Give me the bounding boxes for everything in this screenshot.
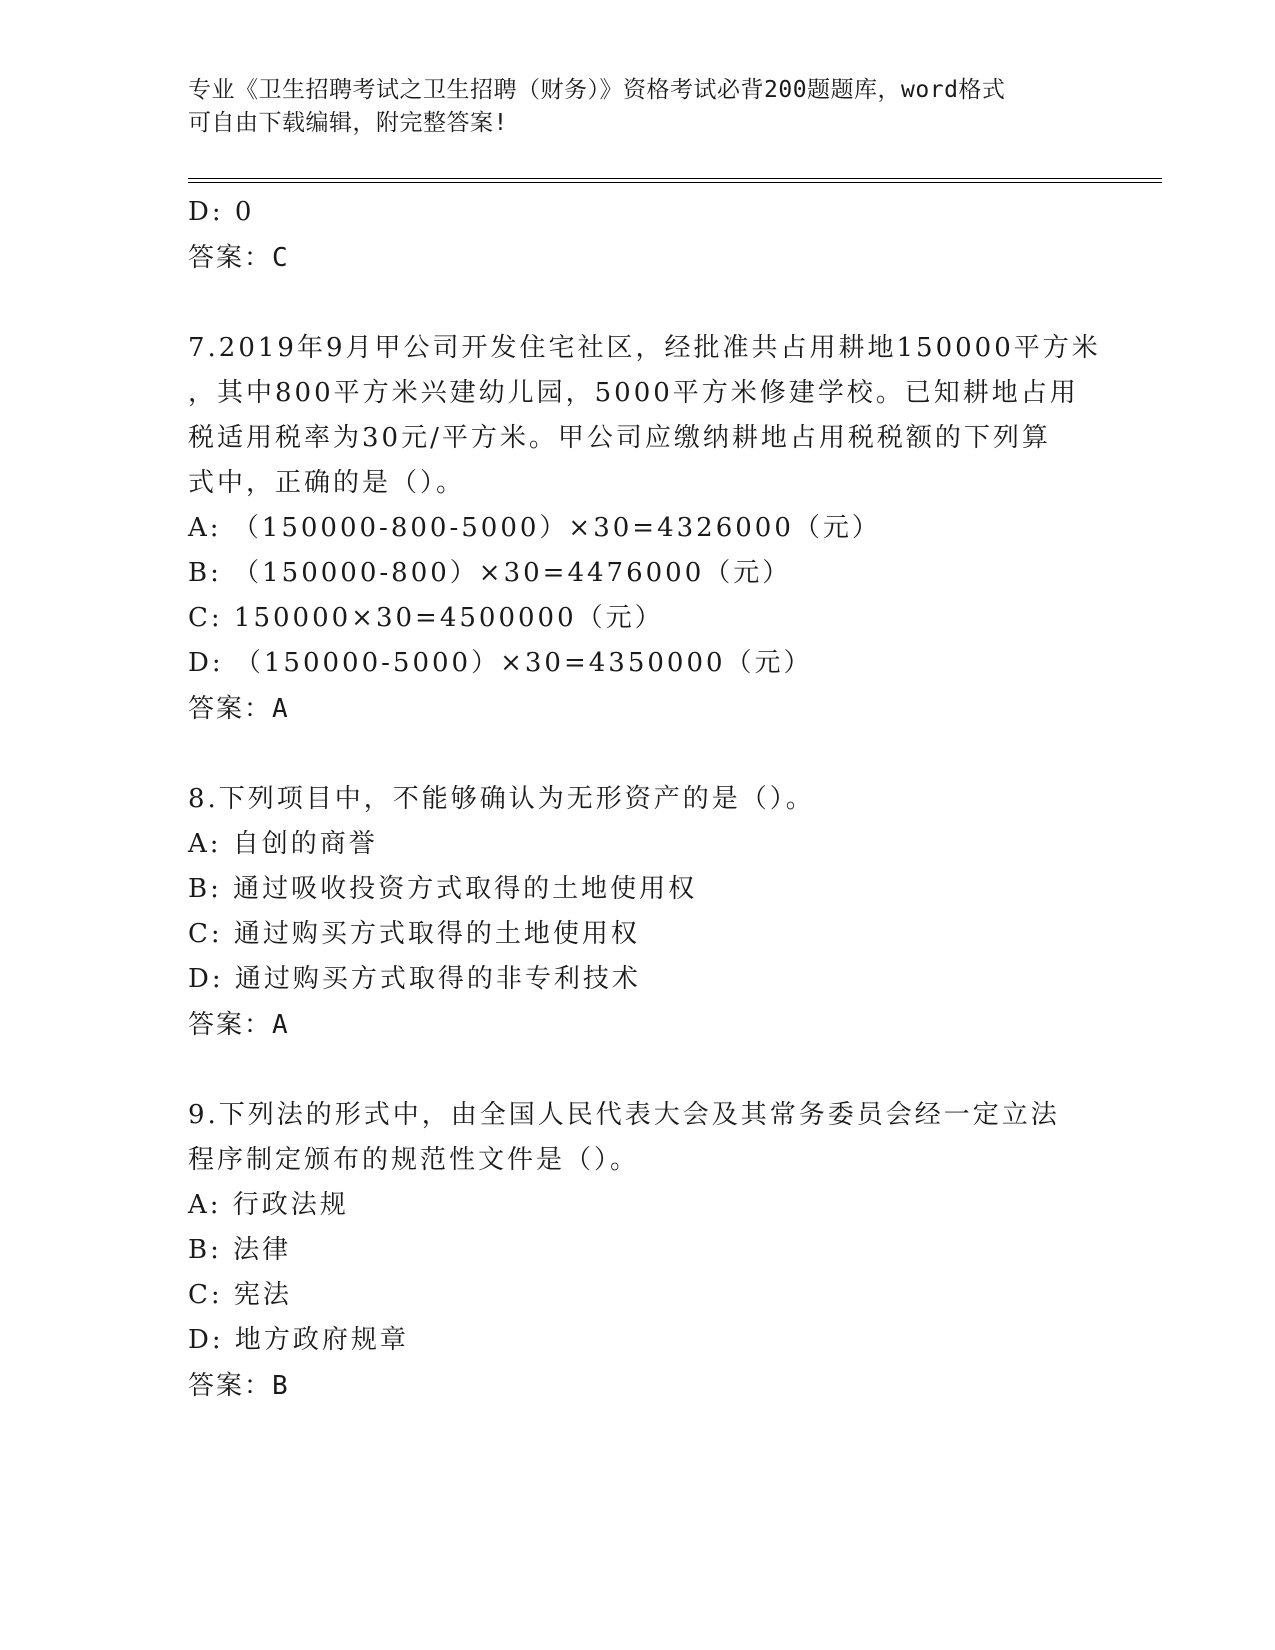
option-c: C: 150000×30=4500000（元） [188, 603, 664, 633]
option-a: A: 行政法规 [188, 1190, 349, 1220]
question-stem [188, 326, 1101, 506]
answer-line: 答案：C [188, 243, 290, 273]
option-b: B: （150000-800）×30=4476000（元） [188, 558, 792, 588]
option-a: A: 自创的商誉 [188, 829, 378, 859]
spacer [188, 732, 1088, 777]
answer-line: 答案：B [188, 1371, 290, 1401]
stem-line: 式中，正确的是（）。 [188, 468, 466, 498]
option-c: C: 宪法 [188, 1280, 292, 1310]
option-d: D: 0 [188, 197, 255, 227]
question-6-continued [188, 190, 1088, 281]
answer-line: 答案：A [188, 1010, 290, 1040]
header-line-2: 可自由下载编辑，附完整答案! [188, 110, 508, 136]
question-8 [188, 777, 1088, 1048]
stem-line: ，其中800平方米兴建幼儿园，5000平方米修建学校。已知耕地占用 [188, 378, 1079, 408]
spacer [188, 1048, 1088, 1093]
option-b: B: 法律 [188, 1235, 292, 1265]
header-line-1: 专业《卫生招聘考试之卫生招聘（财务）》资格考试必背200题题库，word格式 [188, 77, 1006, 103]
option-d: D: （150000-5000）×30=4350000（元） [188, 648, 813, 678]
question-stem [188, 1093, 1088, 1183]
stem-line: 税适用税率为30元/平方米。甲公司应缴纳耕地占用税税额的下列算 [188, 423, 1051, 453]
header-divider-top [188, 178, 1162, 179]
option-b: B: 通过吸收投资方式取得的土地使用权 [188, 874, 698, 904]
stem-line: 7.2019年9月甲公司开发住宅社区，经批准共占用耕地150000平方米 [188, 333, 1101, 363]
question-stem [188, 777, 1088, 822]
option-c: C: 通过购买方式取得的土地使用权 [188, 919, 640, 949]
question-9 [188, 1093, 1088, 1409]
stem-line: 8.下列项目中，不能够确认为无形资产的是（）。 [188, 784, 815, 814]
option-d: D: 地方政府规章 [188, 1325, 409, 1355]
option-a: A: （150000-800-5000）×30=4326000（元） [188, 513, 881, 543]
stem-line: 程序制定颁布的规范性文件是（）。 [188, 1145, 640, 1175]
stem-line: 9.下列法的形式中，由全国人民代表大会及其常务委员会经一定立法 [188, 1100, 1060, 1130]
spacer [188, 281, 1088, 326]
option-d: D: 通过购买方式取得的非专利技术 [188, 964, 641, 994]
page-header [188, 74, 1088, 140]
header-divider-bottom [188, 182, 1162, 183]
question-list [188, 190, 1101, 1409]
question-7 [188, 326, 1101, 732]
answer-line: 答案：A [188, 694, 290, 724]
